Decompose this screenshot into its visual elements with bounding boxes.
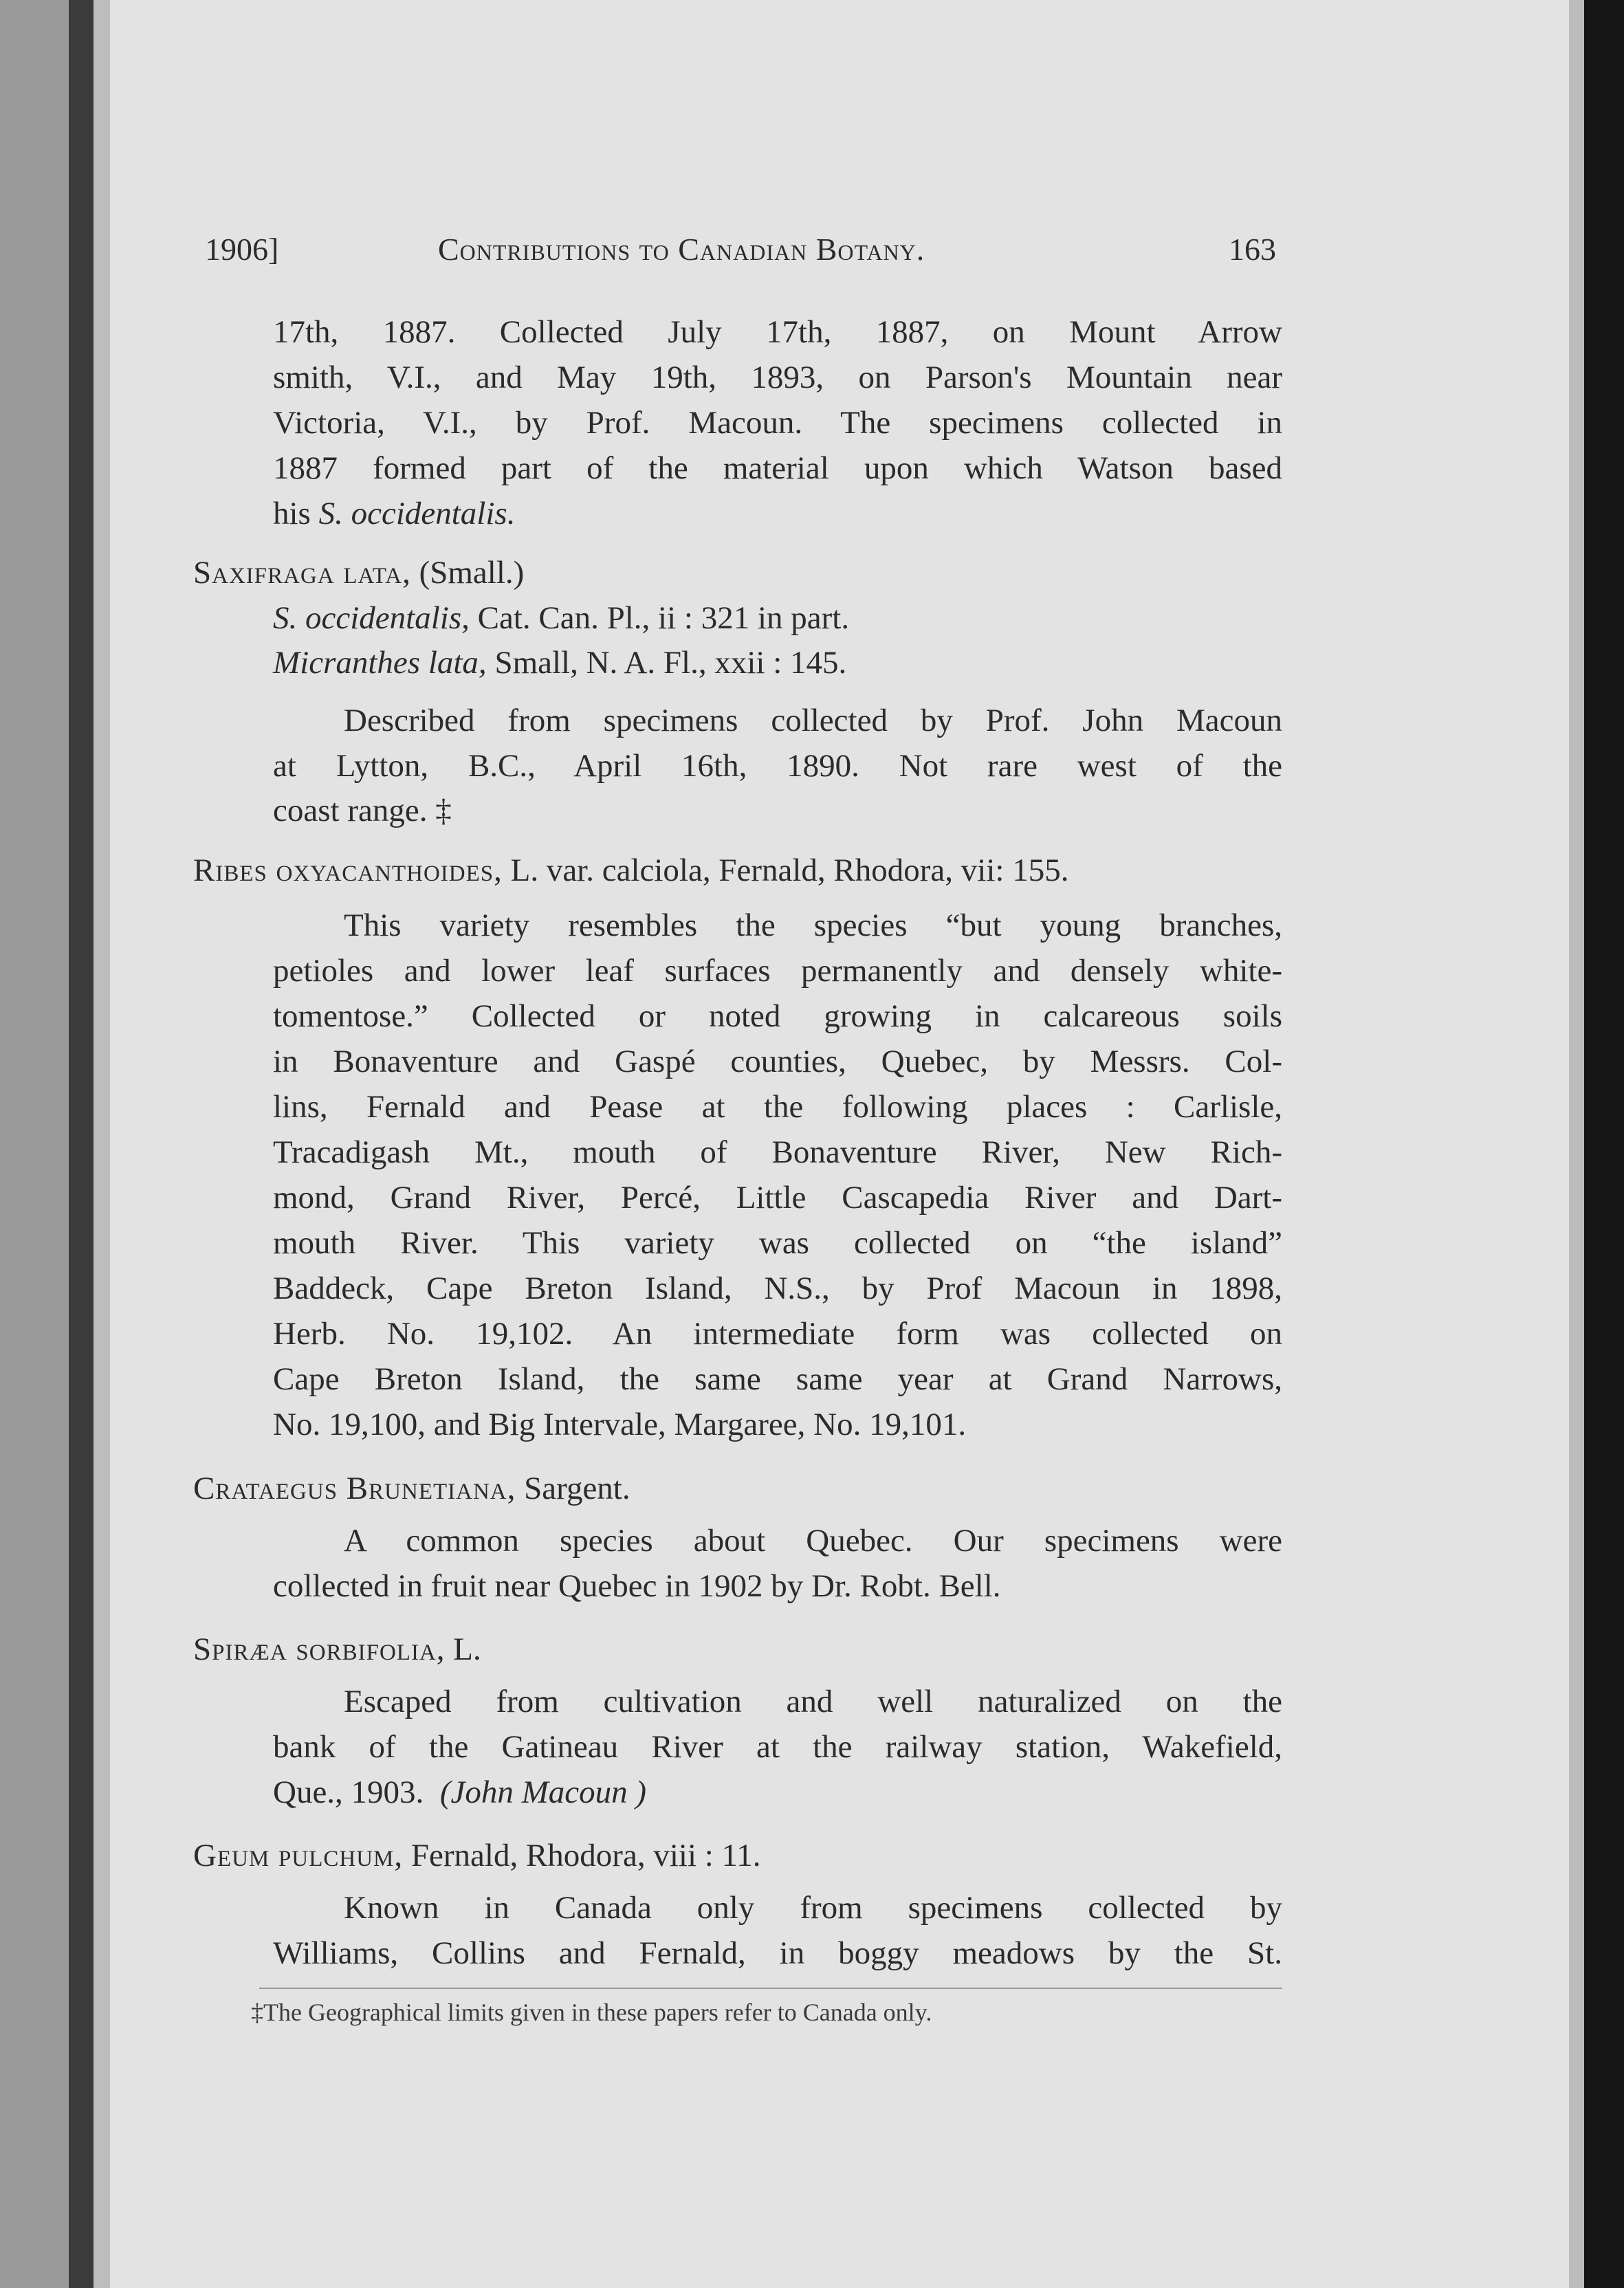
saxifraga-heading xyxy=(193,553,524,593)
ribes-desc-line-12: No. 19,100, and Big Intervale, Margaree, No. 19,101. xyxy=(273,1407,967,1442)
ribes-desc-line-9: Baddeck, Cape Breton Island, N.S., by Prof Macoun in 1898, xyxy=(273,1270,1282,1306)
species-name: Spiræa sorbifolia, xyxy=(193,1631,446,1667)
ribes-desc-line-4: in Bonaventure and Gaspé counties, Quebec, by Messrs. Col- xyxy=(273,1044,1282,1079)
spiraea-collector: (John Macoun ) xyxy=(439,1774,646,1810)
p1-line-5: his S. occidentalis. xyxy=(273,496,516,531)
ribes-desc-line-8: mouth River. This variety was collected on “the island” xyxy=(273,1225,1282,1261)
scan-binding-fade xyxy=(94,0,110,2288)
ribes-desc-line-3: tomentose.” Collected or noted growing in calcareous soils xyxy=(273,998,1282,1034)
p1-line-2: smith, V.I., and May 19th, 1893, on Parson's Mountain near xyxy=(273,360,1282,395)
synonym-reference: Small, N. A. Fl., xxii : 145. xyxy=(494,645,847,681)
p1-line-3: Victoria, V.I., by Prof. Macoun. The specimens collected in xyxy=(273,405,1282,441)
spiraea-locality-date: Que., 1903. xyxy=(273,1774,424,1810)
species-name: Crataegus Brunetiana, xyxy=(193,1471,516,1506)
scan-right-edge xyxy=(1584,0,1624,2288)
ribes-desc-line-11: Cape Breton Island, the same same year at Grand Narrows, xyxy=(273,1361,1282,1397)
species-authority: Fernald, Rhodora, viii : 11. xyxy=(410,1838,761,1873)
footnote-rule xyxy=(259,1988,1282,1989)
spiraea-desc-line-3 xyxy=(273,1772,646,1812)
synonym-reference: Cat. Can. Pl., ii : 321 in part. xyxy=(477,600,850,636)
species-name: Ribes oxyacanthoides, xyxy=(193,852,503,888)
geum-desc-line-2: Williams, Collins and Fernald, in boggy meadows by the St. xyxy=(273,1935,1282,1971)
geum-desc-line-1: Known in Canada only from specimens collected by xyxy=(344,1890,1282,1926)
p1-line-1: 17th, 1887. Collected July 17th, 1887, on Mount Arrow xyxy=(273,314,1282,350)
crataegus-desc-line-1: A common species about Quebec. Our specimens were xyxy=(344,1523,1282,1559)
spiraea-desc-line-2: bank of the Gatineau River at the railway station, Wakefield, xyxy=(273,1729,1282,1765)
scan-right-fade xyxy=(1569,0,1584,2288)
header-page-number: 163 xyxy=(1229,232,1276,267)
ribes-desc-line-2: petioles and lower leaf surfaces permanently and densely white- xyxy=(273,953,1282,989)
geum-heading xyxy=(193,1836,761,1876)
crataegus-desc-line-2: collected in fruit near Quebec in 1902 by Dr. Robt. Bell. xyxy=(273,1568,1001,1604)
ribes-desc-line-6: Tracadigash Mt., mouth of Bonaventure River, New Rich- xyxy=(273,1134,1282,1170)
ribes-desc-line-1: This variety resembles the species “but young branches, xyxy=(344,908,1282,943)
header-year: 1906] xyxy=(205,232,279,267)
species-authority: L. xyxy=(453,1631,481,1667)
saxifraga-desc-line-2: at Lytton, B.C., April 16th, 1890. Not rare west of the xyxy=(273,748,1282,784)
ribes-desc-line-5: lins, Fernald and Pease at the following places : Carlisle, xyxy=(273,1089,1282,1125)
footnote: ‡The Geographical limits given in these papers refer to Canada only. xyxy=(251,1999,932,2026)
p1-line-4: 1887 formed part of the material upon which Watson based xyxy=(273,450,1282,486)
scan-left-margin xyxy=(0,0,69,2288)
ribes-heading xyxy=(193,850,1068,890)
synonym-name: Micranthes lata, xyxy=(273,645,487,681)
species-authority: (Small.) xyxy=(419,555,525,591)
scan-binding-shadow xyxy=(69,0,94,2288)
synonym-name: S. occidentalis, xyxy=(273,600,470,636)
saxifraga-synonym-2 xyxy=(273,643,846,683)
saxifraga-synonym-1 xyxy=(273,598,849,638)
species-name: Geum pulchum, xyxy=(193,1838,404,1873)
ribes-desc-line-10: Herb. No. 19,102. An intermediate form was collected on xyxy=(273,1316,1282,1352)
spiraea-desc-line-1: Escaped from cultivation and well naturalized on the xyxy=(344,1684,1282,1719)
crataegus-heading xyxy=(193,1468,630,1508)
header-title: Contributions to Canadian Botany. xyxy=(438,232,925,267)
species-authority: L. var. calciola, Fernald, Rhodora, vii: 155. xyxy=(510,852,1069,888)
saxifraga-desc-line-3: coast range. ‡ xyxy=(273,793,452,828)
spiraea-heading xyxy=(193,1629,481,1669)
saxifraga-desc-line-1: Described from specimens collected by Prof. John Macoun xyxy=(344,703,1282,738)
species-name: Saxifraga lata, xyxy=(193,555,411,591)
ribes-desc-line-7: mond, Grand River, Percé, Little Cascapedia River and Dart- xyxy=(273,1180,1282,1216)
species-authority: Sargent. xyxy=(524,1471,630,1506)
